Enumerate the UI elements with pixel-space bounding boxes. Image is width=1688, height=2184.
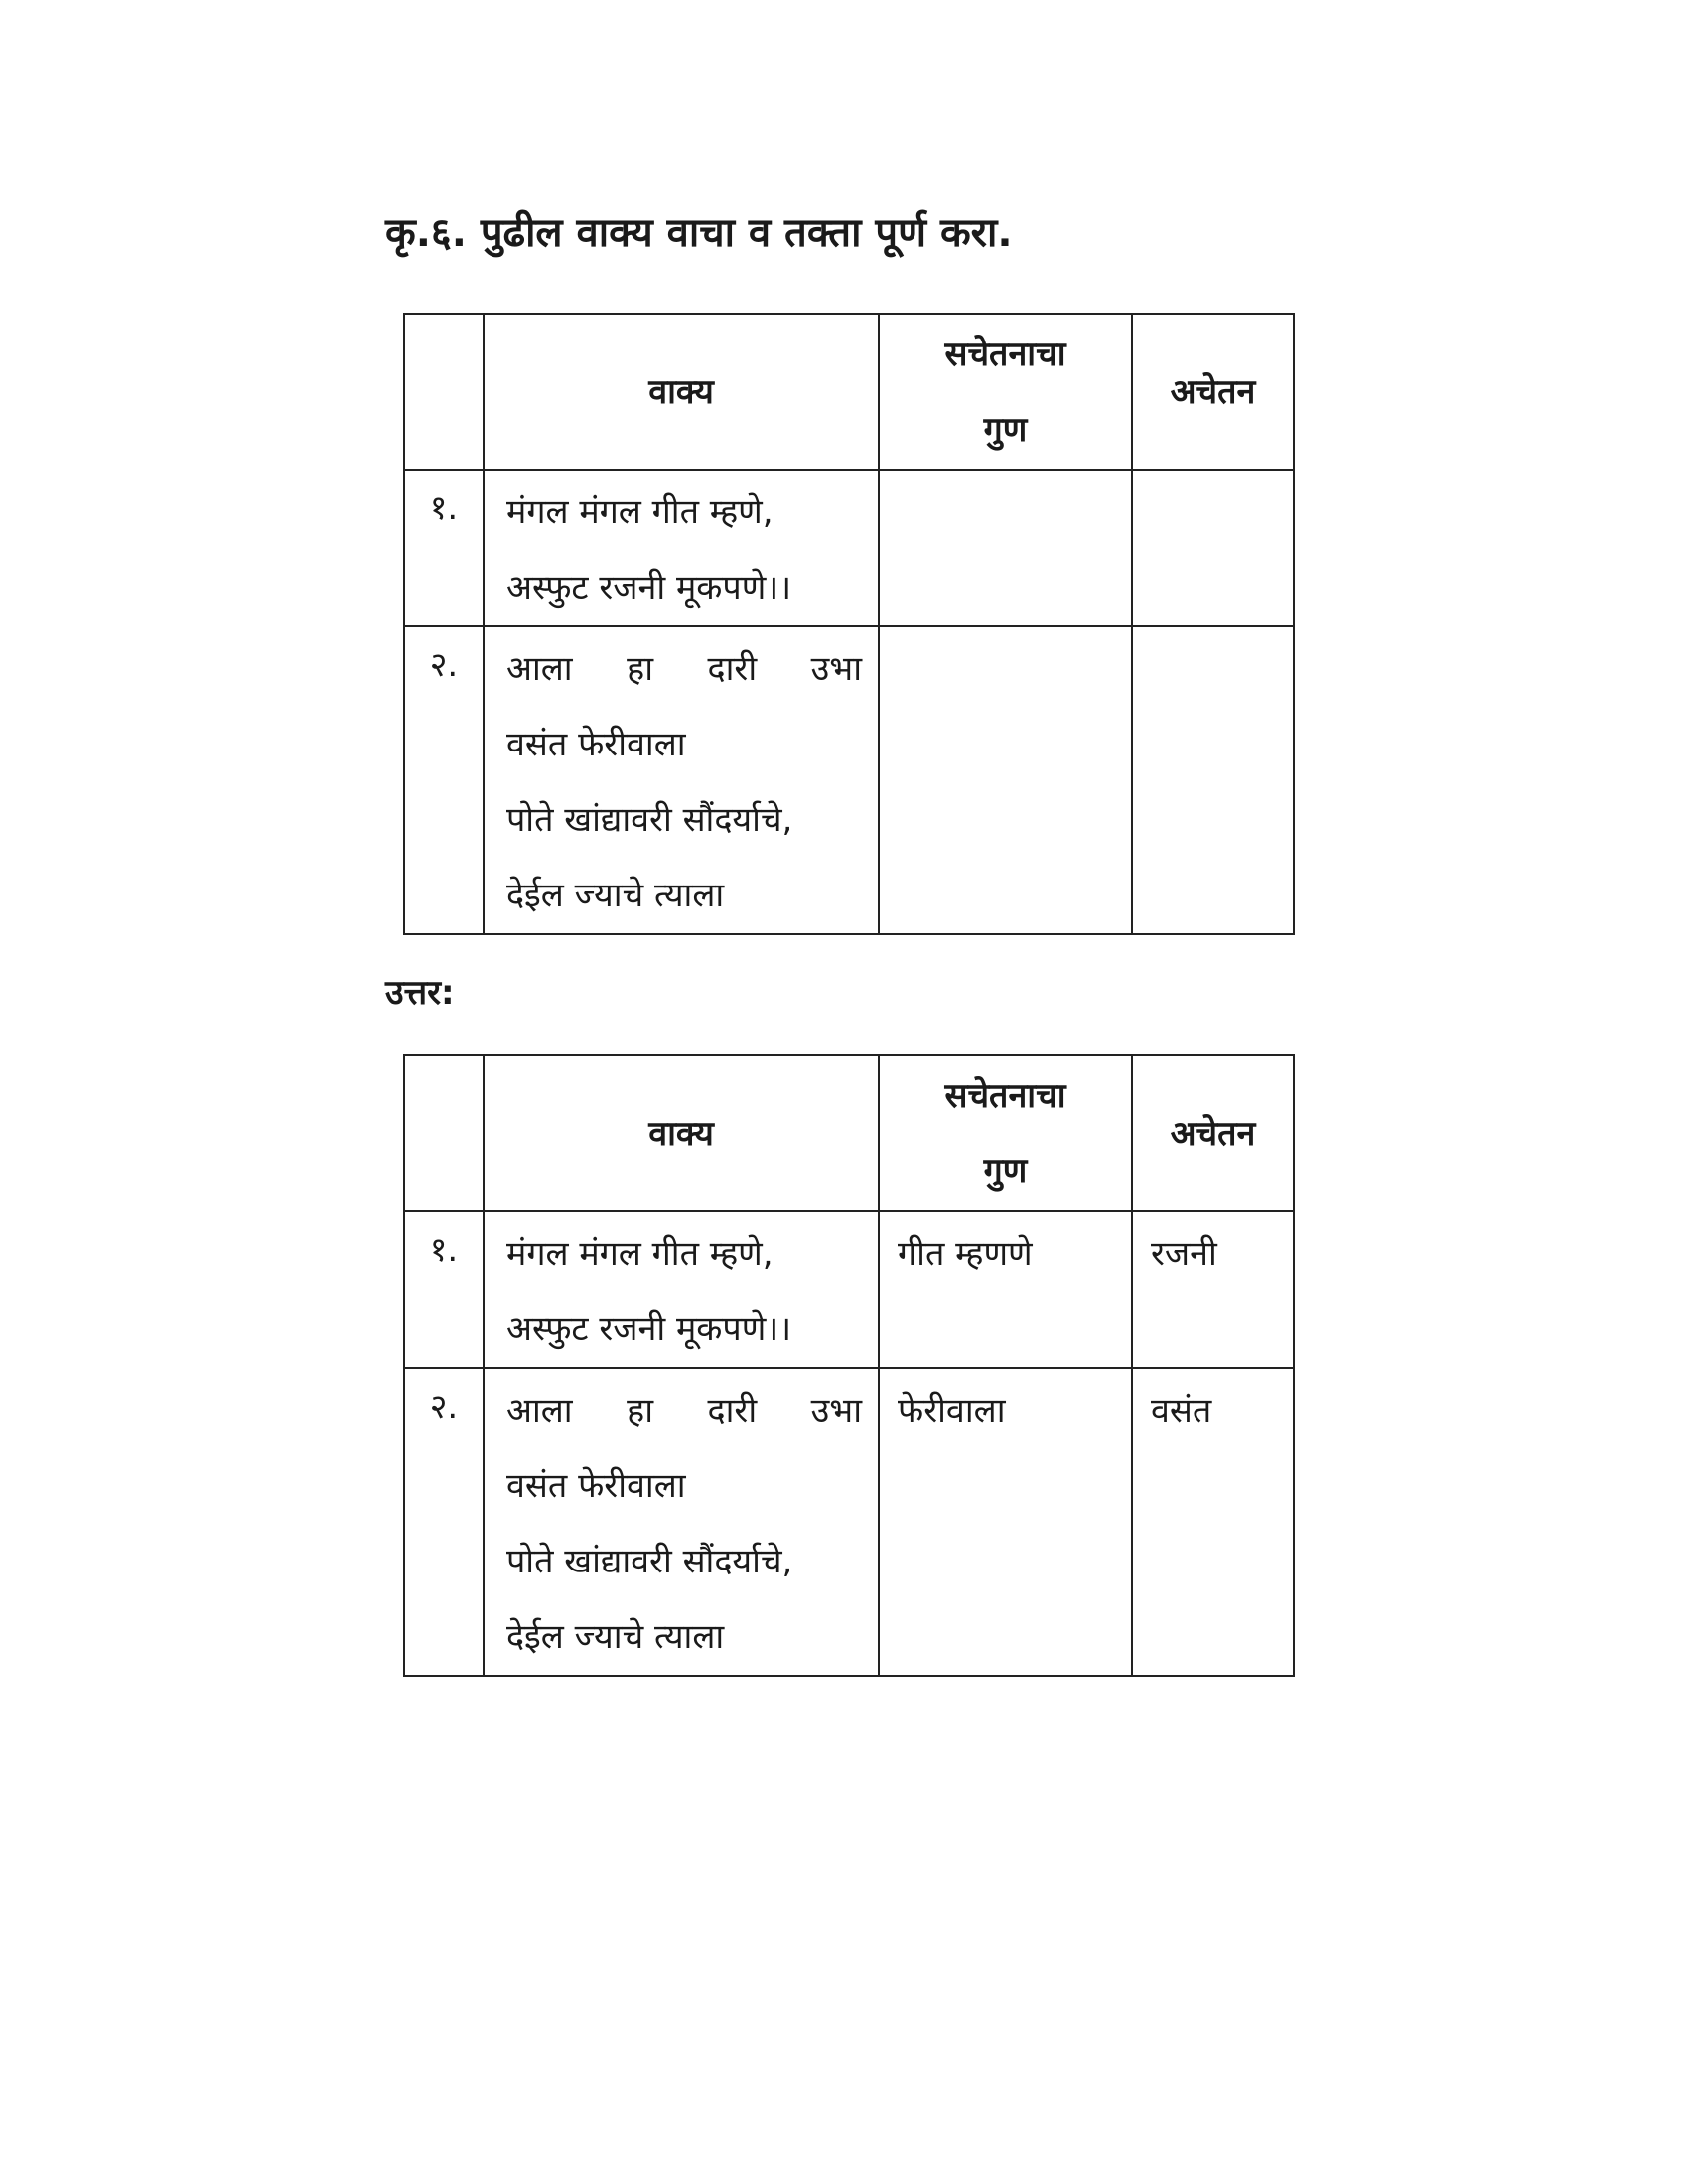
quality-answer: गीत म्हणणे	[879, 1211, 1132, 1368]
sentence-line: देईल ज्याचे त्याला	[506, 876, 725, 915]
quality-blank-cell	[879, 626, 1132, 934]
inanimate-blank-cell	[1132, 470, 1294, 626]
sentence-word: दारी	[707, 649, 758, 689]
header-sentence: वाक्य	[484, 314, 879, 470]
table-row	[404, 1368, 1294, 1676]
sentence-cell	[484, 1368, 879, 1676]
row-number: २.	[404, 1368, 484, 1676]
header-quality	[879, 1055, 1132, 1211]
sentence-line	[506, 631, 862, 707]
sentence-word: हा	[627, 649, 654, 689]
quality-answer: फेरीवाला	[879, 1368, 1132, 1676]
answer-label: उत्तर:	[385, 973, 455, 1013]
inanimate-answer: वसंत	[1132, 1368, 1294, 1676]
sentence-line	[506, 1373, 862, 1448]
header-sentence: वाक्य	[484, 1055, 879, 1211]
sentence-word: हा	[627, 1391, 654, 1431]
table-row	[404, 470, 1294, 626]
header-quality-line1: सचेतनाचा	[944, 1075, 1066, 1116]
table-row	[404, 1211, 1294, 1368]
header-inanimate: अचेतन	[1132, 1055, 1294, 1211]
table-row	[404, 626, 1294, 934]
row-number: १.	[404, 1211, 484, 1368]
sentence-line: अस्फुट रजनी मूकपणे।।	[506, 1309, 792, 1349]
header-quality	[879, 314, 1132, 470]
sentence-line: अस्फुट रजनी मूकपणे।।	[506, 568, 792, 608]
inanimate-answer: रजनी	[1132, 1211, 1294, 1368]
header-quality-line1: सचेतनाचा	[944, 334, 1066, 374]
sentence-line: मंगल मंगल गीत म्हणे,	[506, 492, 774, 532]
quality-blank-cell	[879, 470, 1132, 626]
table-header-row	[404, 1055, 1294, 1211]
sentence-word: आला	[506, 649, 573, 689]
row-number: १.	[404, 470, 484, 626]
header-number-cell	[404, 314, 484, 470]
header-number-cell	[404, 1055, 484, 1211]
sentence-line: मंगल मंगल गीत म्हणे,	[506, 1234, 774, 1274]
header-inanimate: अचेतन	[1132, 314, 1294, 470]
header-quality-line2: गुण	[983, 409, 1028, 450]
sentence-word: उभा	[810, 649, 862, 689]
sentence-line: पोते खांद्यावरी सौंदर्याचे,	[506, 1542, 793, 1581]
sentence-cell	[484, 1211, 879, 1368]
inanimate-blank-cell	[1132, 626, 1294, 934]
sentence-word: उभा	[810, 1391, 862, 1431]
sentence-line: पोते खांद्यावरी सौंदर्याचे,	[506, 800, 793, 840]
sentence-word: आला	[506, 1391, 573, 1431]
sentence-cell	[484, 626, 879, 934]
sentence-line: वसंत फेरीवाला	[506, 1466, 686, 1506]
table-header-row	[404, 314, 1294, 470]
sentence-word: दारी	[707, 1391, 758, 1431]
answer-table	[403, 1054, 1295, 1677]
sentence-line: देईल ज्याचे त्याला	[506, 1617, 725, 1657]
header-quality-line2: गुण	[983, 1151, 1028, 1191]
question-table	[403, 313, 1295, 935]
row-number: २.	[404, 626, 484, 934]
sentence-line: वसंत फेरीवाला	[506, 725, 686, 764]
question-title: कृ.६. पुढील वाक्य वाचा व तक्ता पूर्ण करा.	[385, 210, 1013, 256]
sentence-cell	[484, 470, 879, 626]
